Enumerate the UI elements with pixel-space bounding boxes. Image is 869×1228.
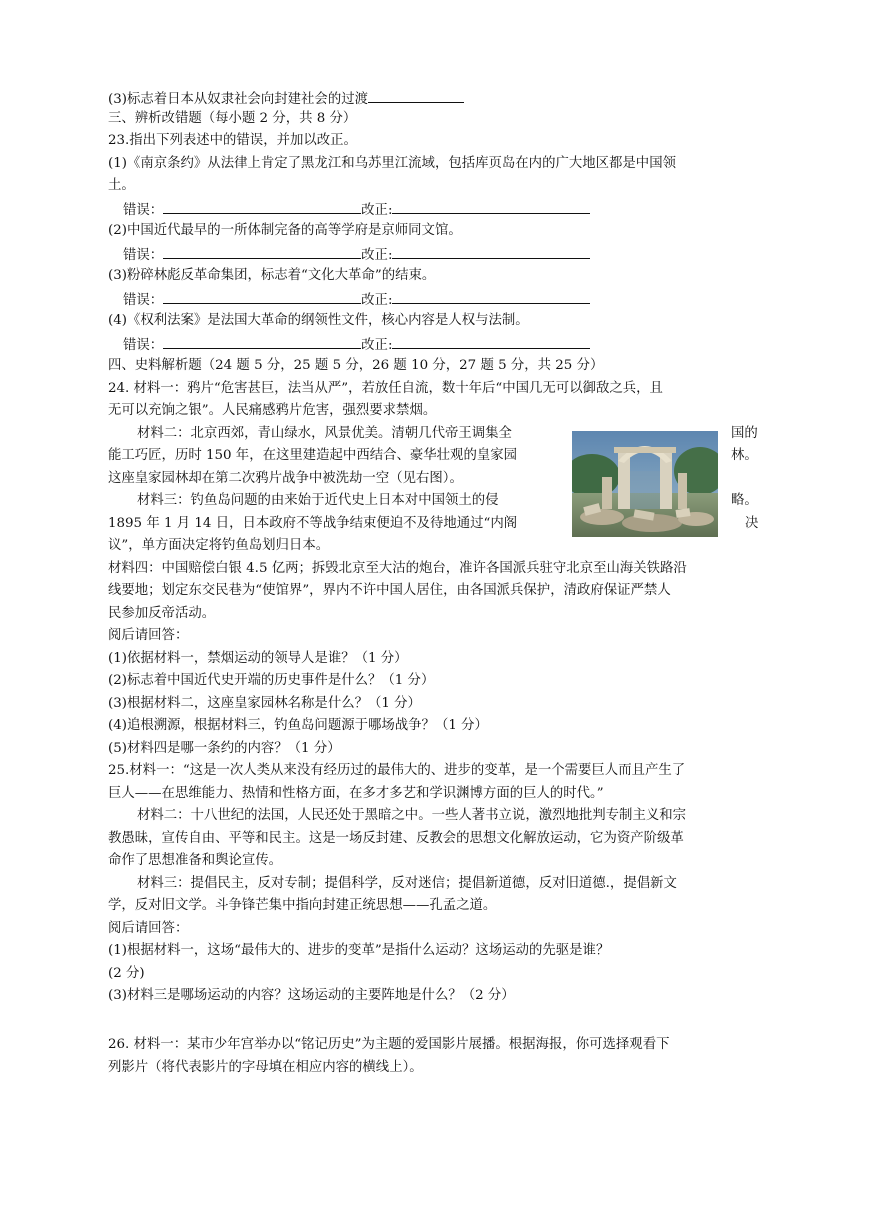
- section-3-heading: 三、辨析改错题（每小题 2 分，共 8 分）: [108, 111, 357, 126]
- q24-material-4-line-b: 线要地；划定东交民巷为“使馆界”，界内不许中国人居住，由各国派兵保护，清政府保证严禁人: [108, 583, 671, 598]
- q24-material-2-line-a-end: 国的: [731, 426, 758, 441]
- correction-blank[interactable]: [392, 290, 590, 304]
- read-and-answer-1: 阅后请回答：: [108, 628, 189, 643]
- q26-line-a: 26. 材料一：某市少年宫举办以“铭记历史”为主题的爱国影片展播。根据海报，你可选择观看下: [108, 1037, 670, 1052]
- q25-material-3-line-a: 材料三：提倡民主，反对专制；提倡科学，反对迷信；提倡新道德，反对旧道德.，提倡新文: [137, 876, 677, 891]
- q25-material-2-line-c: 命作了思想准备和舆论宣传。: [108, 853, 283, 868]
- q24-material-3-line-a-end: 略。: [731, 493, 758, 508]
- q25-material-1-line-a: 25.材料一：“这是一次人类从来没有经历过的最伟大的、进步的变革，是一个需要巨人而且产生了: [108, 763, 686, 778]
- question-23-2: (2)中国近代最早的一所体制完备的高等学府是京师同文馆。: [108, 223, 462, 238]
- q24-material-4-line-a: 材料四：中国赔偿白银 4.5 亿两；拆毁北京至大沽的炮台，准许各国派兵驻守北京至山海关铁路沿: [108, 561, 687, 576]
- q25-question-1: (1)根据材料一，这场“最伟大的、进步的变革”是指什么运动？这场运动的先驱是谁？: [108, 943, 610, 958]
- answer-row-2: 错误： 改正:: [123, 245, 590, 265]
- correction-blank[interactable]: [392, 200, 590, 214]
- ruins-illustration: [572, 431, 718, 537]
- section-4-heading: 四、史料解析题（24 题 5 分，25 题 5 分，26 题 10 分，27 题 5 分，共 25 分）: [108, 358, 604, 373]
- q24-material-3-line-b: 1895 年 1 月 14 日，日本政府不等战争结束便迫不及待地通过“内阁: [108, 516, 518, 531]
- answer-blank[interactable]: [368, 89, 464, 103]
- q24-material-3-line-c: 议”，单方面决定将钓鱼岛划归日本。: [108, 538, 330, 553]
- q24-question-1: (1)依据材料一，禁烟运动的领导人是谁？（1 分）: [108, 651, 408, 666]
- q24-material-3-line-b-end: 决: [745, 516, 759, 531]
- q25-material-2-line-b: 教愚昧，宣传自由、平等和民主。这是一场反封建、反教会的思想文化解放运动，它为资产阶级革: [108, 831, 684, 846]
- ruins-photo: [572, 431, 718, 537]
- q24-material-1-line-a: 24. 材料一：鸦片“危害甚巨，法当从严”，若放任自流，数十年后“中国几无可以御敌之兵，且: [108, 381, 663, 396]
- answer-row-3: 错误： 改正:: [123, 290, 590, 310]
- question-22-3: (3)标志着日本从奴隶社会向封建社会的过渡: [108, 89, 464, 109]
- q25-material-3-line-b: 学，反对旧文学。斗争锋芒集中指向封建正统思想——孔孟之道。: [108, 898, 497, 913]
- error-blank[interactable]: [163, 335, 361, 349]
- q24-question-2: (2)标志着中国近代史开端的历史事件是什么？（1 分）: [108, 673, 435, 688]
- q24-material-1-line-b: 无可以充饷之银”。人民痛感鸦片危害，强烈要求禁烟。: [108, 403, 437, 418]
- q24-material-4-line-c: 民参加反帝活动。: [108, 606, 216, 621]
- question-23-3: (3)粉碎林彪反革命集团，标志着“文化大革命”的结束。: [108, 268, 436, 283]
- error-blank[interactable]: [163, 245, 361, 259]
- read-and-answer-2: 阅后请回答：: [108, 921, 189, 936]
- q25-material-2-line-a: 材料二：十八世纪的法国，人民还处于黑暗之中。一些人著书立说，激烈地批判专制主义和宗: [137, 808, 687, 823]
- q24-material-2-line-c: 这座皇家园林却在第二次鸦片战争中被洗劫一空（见右图）。: [108, 471, 463, 486]
- q24-question-5: (5)材料四是哪一条约的内容？（1 分）: [108, 741, 341, 756]
- correction-blank[interactable]: [392, 335, 590, 349]
- q25-question-3: (3)材料三是哪场运动的内容？这场运动的主要阵地是什么？（2 分）: [108, 988, 515, 1003]
- q24-question-3: (3)根据材料二，这座皇家园林名称是什么？（1 分）: [108, 696, 421, 711]
- answer-row-1: 错误： 改正:: [123, 200, 590, 220]
- error-blank[interactable]: [163, 200, 361, 214]
- question-23-4: (4)《权利法案》是法国大革命的纲领性文件，核心内容是人权与法制。: [108, 313, 529, 328]
- q24-material-2-line-a: 材料二：北京西郊，青山绿水，风景优美。清朝几代帝王调集全: [137, 426, 512, 441]
- q24-question-4: (4)追根溯源，根据材料三，钓鱼岛问题源于哪场战争？（1 分）: [108, 718, 488, 733]
- q25-material-1-line-b: 巨人——在思维能力、热情和性格方面，在多才多艺和学识渊博方面的巨人的时代。”: [108, 786, 604, 801]
- answer-row-4: 错误： 改正:: [123, 335, 590, 355]
- error-blank[interactable]: [163, 290, 361, 304]
- q25-question-1-points: (2 分): [108, 966, 145, 981]
- q24-material-3-line-a: 材料三：钓鱼岛问题的由来始于近代史上日本对中国领土的侵: [137, 493, 499, 508]
- q26-line-b: 列影片（将代表影片的字母填在相应内容的横线上）。: [108, 1060, 423, 1075]
- question-23: 23.指出下列表述中的错误，并加以改正。: [108, 133, 357, 148]
- correction-blank[interactable]: [392, 245, 590, 259]
- question-23-1-line-b: 土。: [108, 178, 135, 193]
- q24-material-2-line-b: 能工巧匠，历时 150 年，在这里建造起中西结合、豪华壮观的皇家园: [108, 448, 518, 463]
- q24-material-2-line-b-end: 林。: [731, 448, 758, 463]
- question-23-1-line-a: (1)《南京条约》从法律上肯定了黑龙江和乌苏里江流域，包括库页岛在内的广大地区都是中国领: [108, 156, 676, 171]
